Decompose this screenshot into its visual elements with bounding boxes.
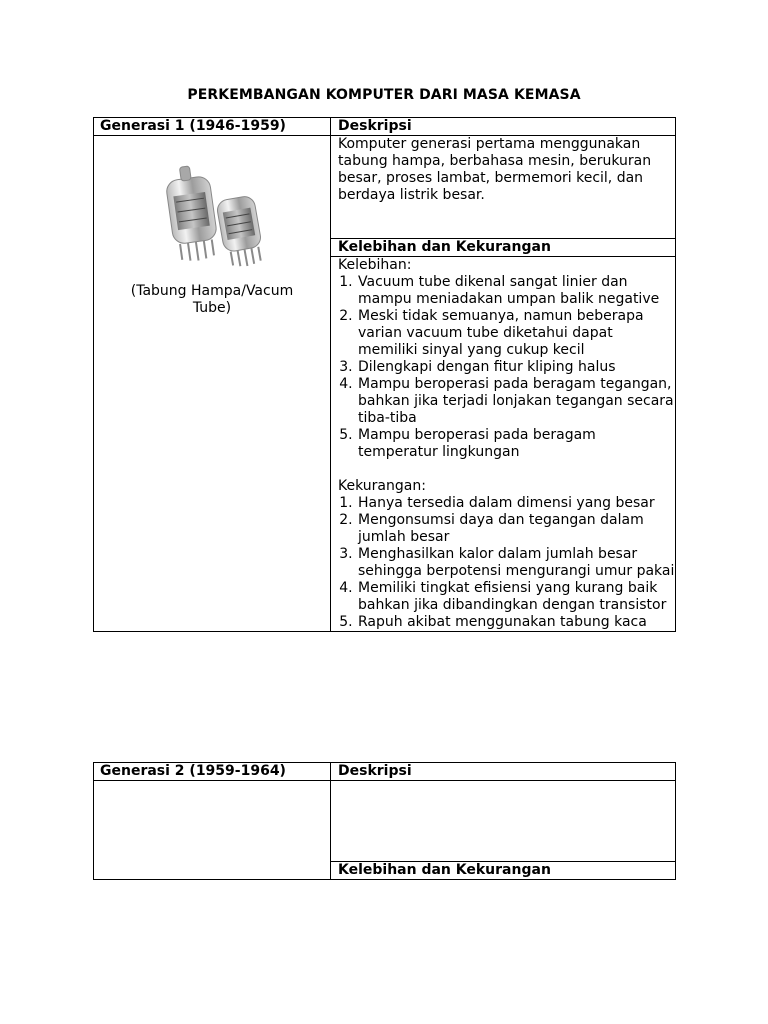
vacuum-tube-image [156, 164, 268, 268]
list-item: 5. Mampu beroperasi pada beragam temperatur lingkungan [357, 427, 675, 461]
vacuum-tube-caption: (Tabung Hampa/Vacum Tube) [130, 283, 294, 316]
advantages-list [331, 274, 675, 461]
generation-1-header: Generasi 1 (1946-1959) [94, 118, 331, 136]
vacuum-tube-image-cell [94, 136, 331, 632]
pros-cons-header: Kelebihan dan Kekurangan [331, 239, 676, 257]
description-header: Deskripsi [331, 763, 676, 781]
list-item: 1. Vacuum tube dikenal sangat linier dan mampu meniadakan umpan balik negative [357, 274, 675, 308]
generation-2-description [331, 781, 676, 862]
list-item: 2. Meski tidak semuanya, namun beberapa varian vacuum tube diketahui dapat memiliki sinyal yang cukup kecil [357, 308, 675, 359]
list-item: 2. Mengonsumsi daya dan tegangan dalam jumlah besar [357, 512, 675, 546]
page-title: PERKEMBANGAN KOMPUTER DARI MASA KEMASA [187, 87, 581, 103]
spacer [331, 461, 675, 478]
pros-cons-cell [331, 257, 676, 632]
generation-2-header: Generasi 2 (1959-1964) [94, 763, 331, 781]
generation-2-table [93, 762, 676, 880]
list-item: 3. Menghasilkan kalor dalam jumlah besar sehingga berpotensi mengurangi umur pakai [357, 546, 675, 580]
generation-1-description: Komputer generasi pertama menggunakan tabung hampa, berbahasa mesin, berukuran besar, proses lambat, bermemori kecil, dan berdaya listrik besar. [331, 136, 676, 239]
list-item: 1. Hanya tersedia dalam dimensi yang besar [357, 495, 675, 512]
advantages-label: Kelebihan: [338, 257, 412, 273]
generation-1-table [93, 117, 676, 632]
pros-cons-header: Kelebihan dan Kekurangan [331, 862, 676, 880]
disadvantages-list [331, 495, 675, 631]
list-item: 4. Mampu beroperasi pada beragam tegangan, bahkan jika terjadi lonjakan tegangan secara tiba-tiba [357, 376, 675, 427]
list-item: 3. Dilengkapi dengan fitur kliping halus [357, 359, 675, 376]
generation-2-image-cell [94, 781, 331, 880]
disadvantages-label: Kekurangan: [338, 478, 426, 494]
description-header: Deskripsi [331, 118, 676, 136]
list-item: 5. Rapuh akibat menggunakan tabung kaca [357, 614, 675, 631]
list-item: 4. Memiliki tingkat efisiensi yang kurang baik bahkan jika dibandingkan dengan transistor [357, 580, 675, 614]
